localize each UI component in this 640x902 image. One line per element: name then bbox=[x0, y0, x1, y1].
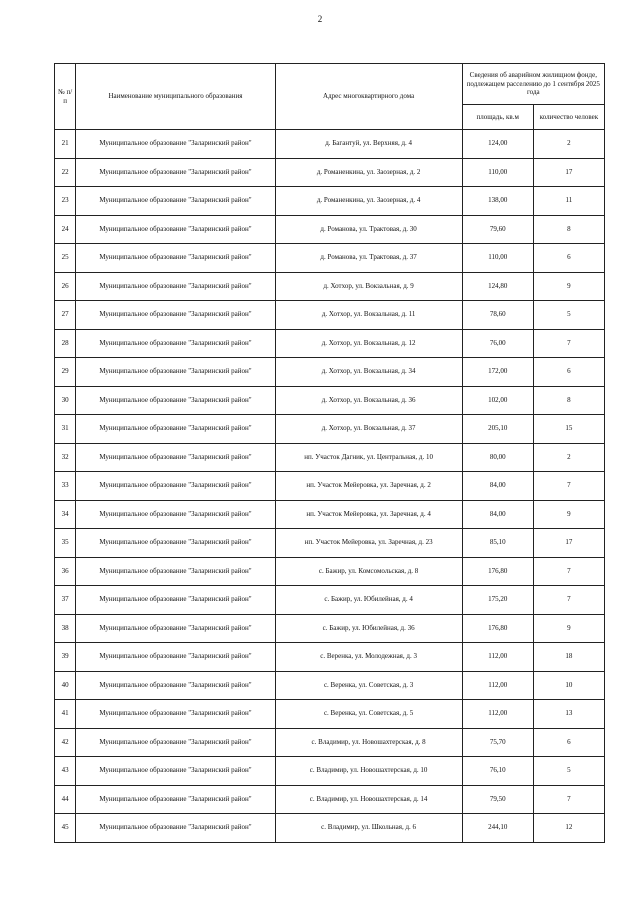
table-row bbox=[55, 158, 605, 187]
housing-table bbox=[54, 63, 605, 843]
table-row bbox=[55, 272, 605, 301]
header-name: Наименование муниципального образования bbox=[76, 64, 275, 130]
cell-people: 9 bbox=[533, 614, 604, 643]
table-row bbox=[55, 728, 605, 757]
cell-area: 176,80 bbox=[462, 614, 533, 643]
cell-people: 2 bbox=[533, 130, 604, 159]
cell-area: 75,70 bbox=[462, 728, 533, 757]
cell-people: 13 bbox=[533, 700, 604, 729]
cell-people: 17 bbox=[533, 158, 604, 187]
cell-address: нп. Участок Мейеровка, ул. Заречная, д. 2 bbox=[275, 472, 462, 501]
cell-num: 43 bbox=[55, 757, 76, 786]
cell-people: 11 bbox=[533, 187, 604, 216]
table-row bbox=[55, 329, 605, 358]
cell-people: 15 bbox=[533, 415, 604, 444]
cell-name: Муниципальное образование "Заларинский район" bbox=[76, 586, 275, 615]
cell-name: Муниципальное образование "Заларинский район" bbox=[76, 386, 275, 415]
cell-num: 29 bbox=[55, 358, 76, 387]
table-row bbox=[55, 130, 605, 159]
cell-num: 24 bbox=[55, 215, 76, 244]
cell-people: 6 bbox=[533, 728, 604, 757]
cell-people: 2 bbox=[533, 443, 604, 472]
cell-name: Муниципальное образование "Заларинский район" bbox=[76, 158, 275, 187]
table-row bbox=[55, 643, 605, 672]
cell-num: 31 bbox=[55, 415, 76, 444]
cell-name: Муниципальное образование "Заларинский район" bbox=[76, 785, 275, 814]
cell-num: 22 bbox=[55, 158, 76, 187]
cell-area: 76,10 bbox=[462, 757, 533, 786]
cell-area: 112,00 bbox=[462, 671, 533, 700]
cell-num: 42 bbox=[55, 728, 76, 757]
cell-people: 9 bbox=[533, 272, 604, 301]
cell-area: 80,00 bbox=[462, 443, 533, 472]
cell-people: 12 bbox=[533, 814, 604, 843]
table-row bbox=[55, 472, 605, 501]
cell-address: нп. Участок Мейеровка, ул. Заречная, д. 23 bbox=[275, 529, 462, 558]
cell-people: 10 bbox=[533, 671, 604, 700]
cell-people: 7 bbox=[533, 472, 604, 501]
cell-name: Муниципальное образование "Заларинский район" bbox=[76, 443, 275, 472]
cell-num: 40 bbox=[55, 671, 76, 700]
cell-name: Муниципальное образование "Заларинский район" bbox=[76, 529, 275, 558]
cell-num: 21 bbox=[55, 130, 76, 159]
header-num: № п/п bbox=[55, 64, 76, 130]
header-area: площадь, кв.м bbox=[462, 105, 533, 130]
cell-address: д. Романова, ул. Трактовая, д. 37 bbox=[275, 244, 462, 273]
cell-name: Муниципальное образование "Заларинский район" bbox=[76, 272, 275, 301]
cell-address: д. Хотхор, ул. Вокзальная, д. 34 bbox=[275, 358, 462, 387]
table-row bbox=[55, 757, 605, 786]
table-body bbox=[55, 130, 605, 843]
cell-people: 6 bbox=[533, 244, 604, 273]
cell-num: 44 bbox=[55, 785, 76, 814]
cell-area: 79,50 bbox=[462, 785, 533, 814]
table-row bbox=[55, 529, 605, 558]
cell-people: 5 bbox=[533, 757, 604, 786]
cell-address: нп. Участок Мейеровка, ул. Заречная, д. 4 bbox=[275, 500, 462, 529]
cell-address: с. Владимир, ул. Новошахтерская, д. 10 bbox=[275, 757, 462, 786]
table-row bbox=[55, 671, 605, 700]
cell-num: 34 bbox=[55, 500, 76, 529]
table-row bbox=[55, 215, 605, 244]
cell-name: Муниципальное образование "Заларинский район" bbox=[76, 757, 275, 786]
cell-address: с. Веренка, ул. Молодежная, д. 3 bbox=[275, 643, 462, 672]
table-row bbox=[55, 301, 605, 330]
table-row bbox=[55, 500, 605, 529]
cell-people: 8 bbox=[533, 386, 604, 415]
header-address: Адрес многоквартирного дома bbox=[275, 64, 462, 130]
cell-address: д. Хотхор, ул. Вокзальная, д. 37 bbox=[275, 415, 462, 444]
table-row bbox=[55, 415, 605, 444]
cell-name: Муниципальное образование "Заларинский район" bbox=[76, 500, 275, 529]
header-people: количество человек bbox=[533, 105, 604, 130]
cell-address: с. Веренка, ул. Советская, д. 3 bbox=[275, 671, 462, 700]
cell-num: 45 bbox=[55, 814, 76, 843]
cell-name: Муниципальное образование "Заларинский район" bbox=[76, 643, 275, 672]
cell-area: 172,00 bbox=[462, 358, 533, 387]
cell-num: 30 bbox=[55, 386, 76, 415]
cell-address: д. Романенкина, ул. Заозерная, д. 4 bbox=[275, 187, 462, 216]
table-row bbox=[55, 586, 605, 615]
page-number: 2 bbox=[317, 14, 323, 24]
cell-name: Муниципальное образование "Заларинский район" bbox=[76, 130, 275, 159]
table-row bbox=[55, 557, 605, 586]
cell-name: Муниципальное образование "Заларинский район" bbox=[76, 700, 275, 729]
cell-area: 102,00 bbox=[462, 386, 533, 415]
cell-area: 78,60 bbox=[462, 301, 533, 330]
table-row bbox=[55, 244, 605, 273]
cell-name: Муниципальное образование "Заларинский район" bbox=[76, 244, 275, 273]
cell-area: 110,00 bbox=[462, 158, 533, 187]
cell-address: нп. Участок Дагник, ул. Центральная, д. 10 bbox=[275, 443, 462, 472]
cell-area: 244,10 bbox=[462, 814, 533, 843]
cell-area: 112,00 bbox=[462, 700, 533, 729]
cell-people: 5 bbox=[533, 301, 604, 330]
table-row bbox=[55, 358, 605, 387]
cell-people: 7 bbox=[533, 586, 604, 615]
cell-people: 18 bbox=[533, 643, 604, 672]
cell-address: д. Романенкина, ул. Заозерная, д. 2 bbox=[275, 158, 462, 187]
cell-area: 112,00 bbox=[462, 643, 533, 672]
cell-address: д. Хотхор, ул. Вокзальная, д. 12 bbox=[275, 329, 462, 358]
cell-name: Муниципальное образование "Заларинский район" bbox=[76, 472, 275, 501]
table-row bbox=[55, 785, 605, 814]
cell-num: 33 bbox=[55, 472, 76, 501]
cell-area: 110,00 bbox=[462, 244, 533, 273]
cell-address: д. Романова, ул. Трактовая, д. 30 bbox=[275, 215, 462, 244]
cell-people: 9 bbox=[533, 500, 604, 529]
table-row bbox=[55, 814, 605, 843]
cell-num: 38 bbox=[55, 614, 76, 643]
cell-name: Муниципальное образование "Заларинский район" bbox=[76, 671, 275, 700]
cell-num: 23 bbox=[55, 187, 76, 216]
cell-area: 79,60 bbox=[462, 215, 533, 244]
cell-area: 138,00 bbox=[462, 187, 533, 216]
cell-name: Муниципальное образование "Заларинский район" bbox=[76, 358, 275, 387]
cell-name: Муниципальное образование "Заларинский район" bbox=[76, 215, 275, 244]
cell-name: Муниципальное образование "Заларинский район" bbox=[76, 814, 275, 843]
cell-name: Муниципальное образование "Заларинский район" bbox=[76, 728, 275, 757]
cell-name: Муниципальное образование "Заларинский район" bbox=[76, 614, 275, 643]
header-info: Сведения об аварийном жилищном фонде, подлежащем расселению до 1 сентября 2025 года bbox=[462, 64, 604, 105]
cell-area: 76,00 bbox=[462, 329, 533, 358]
cell-num: 28 bbox=[55, 329, 76, 358]
cell-name: Муниципальное образование "Заларинский район" bbox=[76, 187, 275, 216]
cell-name: Муниципальное образование "Заларинский район" bbox=[76, 415, 275, 444]
cell-name: Муниципальное образование "Заларинский район" bbox=[76, 329, 275, 358]
cell-address: д. Хотхор, ул. Вокзальная, д. 9 bbox=[275, 272, 462, 301]
table-header bbox=[55, 64, 605, 130]
cell-area: 84,00 bbox=[462, 500, 533, 529]
cell-people: 7 bbox=[533, 785, 604, 814]
cell-name: Муниципальное образование "Заларинский район" bbox=[76, 301, 275, 330]
cell-area: 124,00 bbox=[462, 130, 533, 159]
cell-num: 39 bbox=[55, 643, 76, 672]
cell-num: 41 bbox=[55, 700, 76, 729]
cell-address: с. Владимир, ул. Школьная, д. 6 bbox=[275, 814, 462, 843]
cell-people: 8 bbox=[533, 215, 604, 244]
cell-address: д. Хотхор, ул. Вокзальная, д. 36 bbox=[275, 386, 462, 415]
table-row bbox=[55, 443, 605, 472]
cell-people: 6 bbox=[533, 358, 604, 387]
cell-people: 7 bbox=[533, 329, 604, 358]
cell-area: 205,10 bbox=[462, 415, 533, 444]
table-row bbox=[55, 187, 605, 216]
cell-area: 176,80 bbox=[462, 557, 533, 586]
cell-people: 17 bbox=[533, 529, 604, 558]
cell-address: д. Хотхор, ул. Вокзальная, д. 11 bbox=[275, 301, 462, 330]
table-row bbox=[55, 386, 605, 415]
cell-area: 175,20 bbox=[462, 586, 533, 615]
cell-area: 85,10 bbox=[462, 529, 533, 558]
cell-address: с. Бажир, ул. Юбилейная, д. 4 bbox=[275, 586, 462, 615]
cell-num: 37 bbox=[55, 586, 76, 615]
cell-num: 36 bbox=[55, 557, 76, 586]
cell-address: с. Бажир, ул. Комсомольская, д. 8 bbox=[275, 557, 462, 586]
table-row bbox=[55, 700, 605, 729]
cell-num: 25 bbox=[55, 244, 76, 273]
cell-address: с. Владимир, ул. Новошахтерская, д. 8 bbox=[275, 728, 462, 757]
cell-area: 84,00 bbox=[462, 472, 533, 501]
cell-address: с. Бажир, ул. Юбилейная, д. 36 bbox=[275, 614, 462, 643]
cell-area: 124,80 bbox=[462, 272, 533, 301]
cell-address: д. Багантуй, ул. Верхняя, д. 4 bbox=[275, 130, 462, 159]
table-row bbox=[55, 614, 605, 643]
cell-address: с. Веренка, ул. Советская, д. 5 bbox=[275, 700, 462, 729]
cell-num: 26 bbox=[55, 272, 76, 301]
cell-num: 27 bbox=[55, 301, 76, 330]
cell-num: 35 bbox=[55, 529, 76, 558]
cell-address: с. Владимир, ул. Новошахтерская, д. 14 bbox=[275, 785, 462, 814]
cell-people: 7 bbox=[533, 557, 604, 586]
cell-name: Муниципальное образование "Заларинский район" bbox=[76, 557, 275, 586]
cell-num: 32 bbox=[55, 443, 76, 472]
